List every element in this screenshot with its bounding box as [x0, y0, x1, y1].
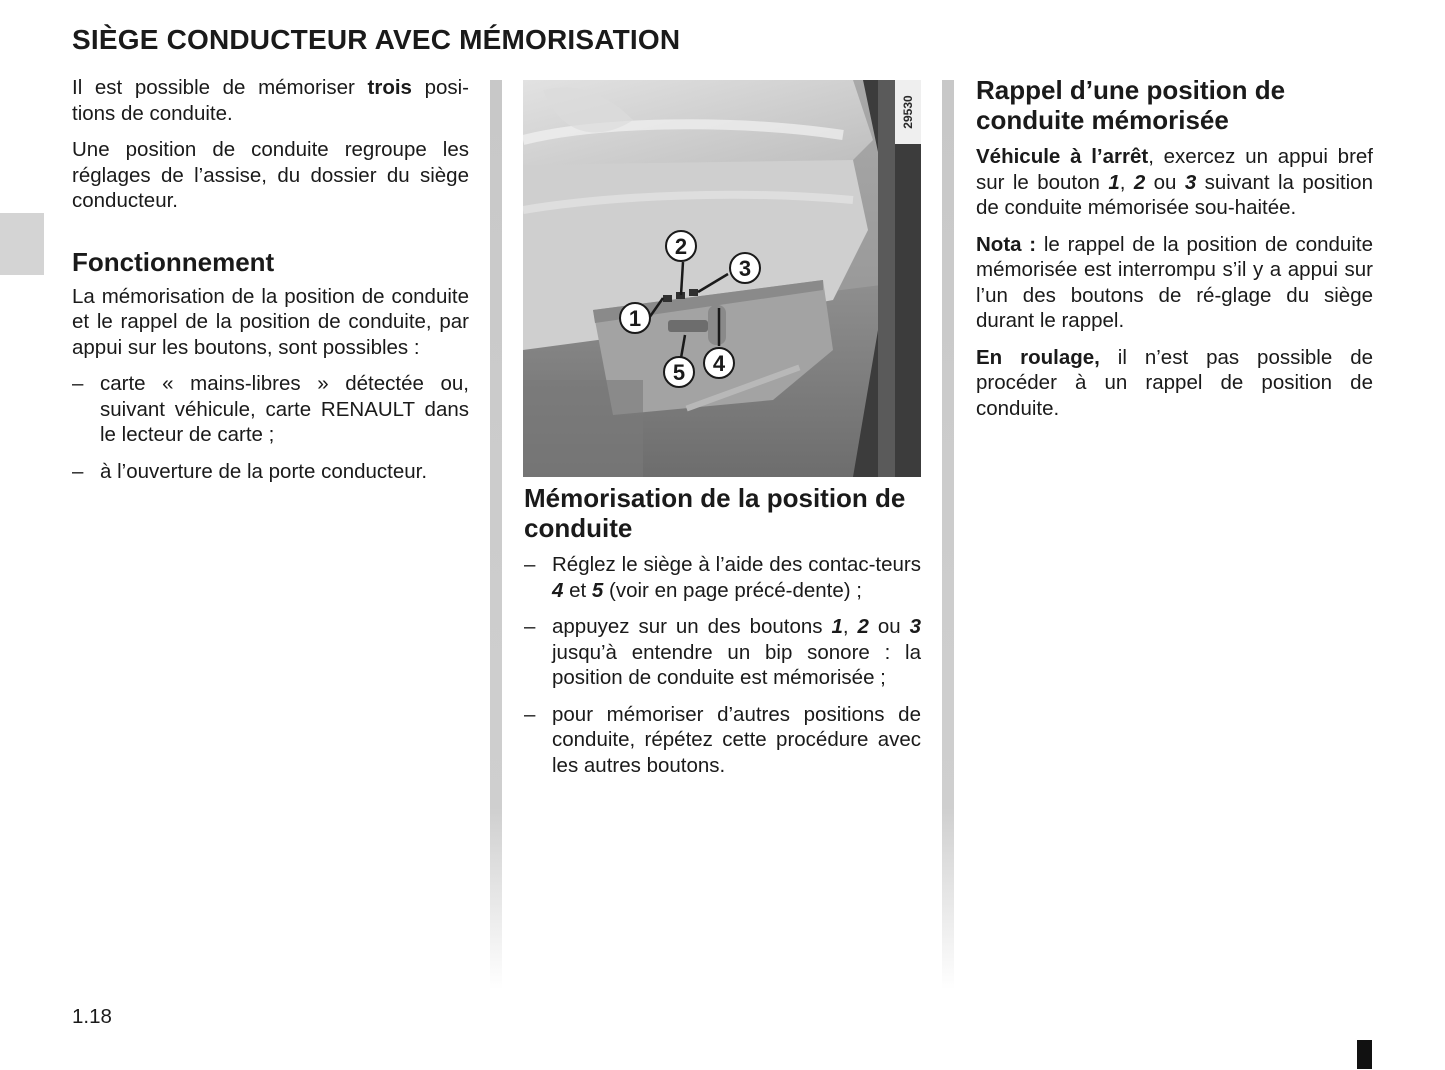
callout-3: [730, 253, 760, 283]
page-number: 1.18: [72, 1005, 112, 1028]
recall-heading: Rappel d’une position de conduite mémorisée: [976, 75, 1286, 135]
list-item: – carte « mains-libres » détectée ou, suivant véhicule, carte RENAULT dans le lecteur de carte ;: [72, 371, 469, 448]
callout-1: [620, 303, 650, 333]
svg-text:2: 2: [674, 234, 688, 259]
svg-text:4: 4: [712, 351, 726, 376]
operation-list: [72, 371, 469, 484]
column-divider-right: [942, 80, 954, 990]
intro-paragraph: Il est possible de mémoriser trois posi-tions de conduite.: [72, 76, 470, 125]
note-paragraph: Nota : le rappel de la position de conduite mémorisée est interrompu s’il y a appui sur l’un des boutons de ré-glage du siège durant le rappel.: [976, 232, 1373, 332]
page-title: SIÈGE CONDUCTEUR AVEC MÉMORISATION: [72, 24, 681, 55]
operation-paragraph: La mémorisation de la position de conduite et le rappel de la position de conduite, par appui sur les boutons, sont possibles :: [72, 284, 469, 359]
list-item: – pour mémoriser d’autres positions de conduite, répétez cette procédure avec les autres boutons.: [524, 702, 921, 779]
driving-paragraph: En roulage, il n’est pas possible de procéder à un rappel de position de conduite.: [976, 345, 1373, 420]
callout-2: [666, 231, 696, 261]
column-divider-left: [490, 80, 502, 990]
callout-4: [704, 348, 734, 378]
page-corner-mark: [1357, 1040, 1372, 1069]
callout-5: [664, 357, 694, 387]
recall-paragraph: Véhicule à l’arrêt, exercez un appui bref sur le bouton 1, 2 ou 3 suivant la position de conduite mémorisée sou-haitée.: [976, 145, 1373, 219]
list-item: – Réglez le siège à l’aide des contac-teurs 4 et 5 (voir en page précé-dente) ;: [524, 552, 921, 603]
definition-paragraph: Une position de conduite regroupe les réglages de l’assise, du dossier du siège conducteur.: [72, 138, 469, 212]
memorisation-steps: [524, 552, 921, 778]
list-item: – à l’ouverture de la porte conducteur.: [72, 459, 469, 485]
seat-controls-photo: [523, 80, 921, 477]
left-column: [72, 75, 469, 495]
right-column: [976, 75, 1373, 432]
svg-text:1: 1: [628, 306, 642, 331]
middle-column: [524, 483, 921, 789]
svg-text:5: 5: [672, 360, 686, 385]
section-tab-marker: [0, 213, 44, 275]
list-item: – appuyez sur un des boutons 1, 2 ou 3 jusqu’à entendre un bip sonore : la position de conduite est mémorisée ;: [524, 614, 921, 691]
memorisation-heading: Mémorisation de la position de conduite: [524, 483, 906, 543]
figure-reference-code: 29530: [901, 95, 915, 129]
svg-text:3: 3: [738, 256, 752, 281]
operation-heading: Fonctionnement: [72, 246, 275, 277]
